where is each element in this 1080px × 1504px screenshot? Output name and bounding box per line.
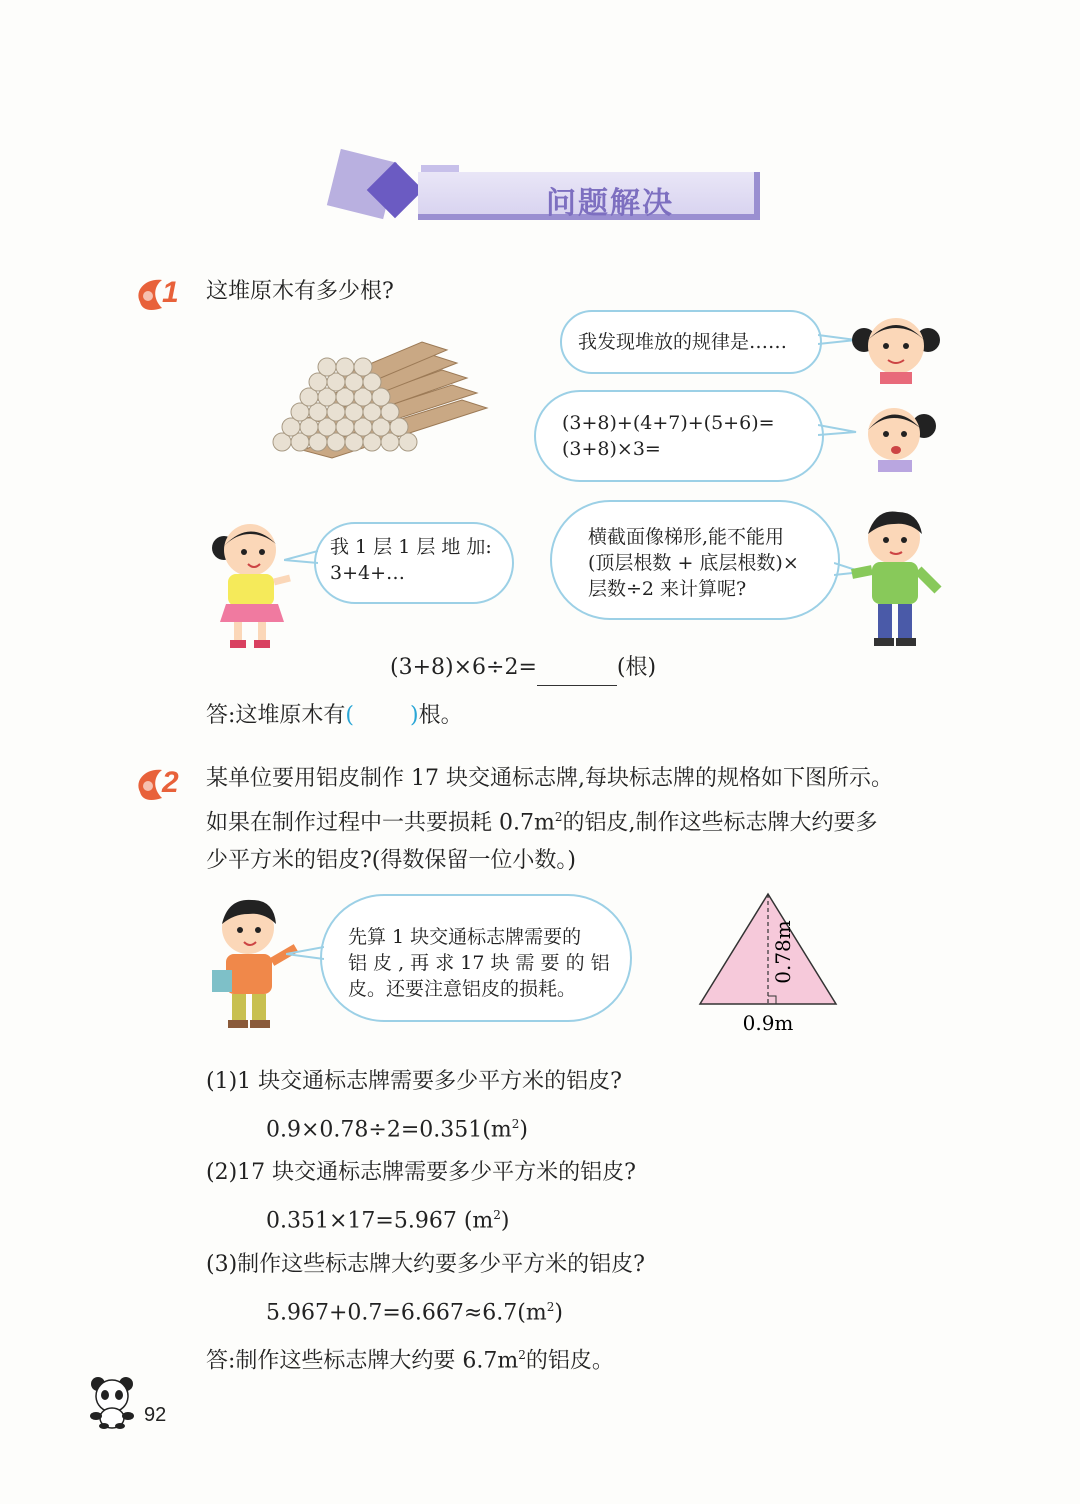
speech-bubble-girl-mid: (3+8)+(4+7)+(5+6)= (3+8)×3=: [534, 390, 824, 482]
equation-expression: (3+8)×6÷2=: [390, 655, 537, 680]
speech-bubble-girl-left: 我 1 层 1 层 地 加: 3+4+…: [314, 522, 514, 604]
step-3-question: (3)制作这些标志牌大约要多少平方米的铝皮?: [206, 1251, 645, 1277]
problem-2-text-line3: 少平方米的铝皮?(得数保留一位小数。): [206, 848, 576, 874]
problem-2-badge-icon: [132, 762, 192, 806]
triangle-sign-diagram: [690, 888, 850, 1038]
girl-face-illustration: [846, 304, 946, 384]
page-number: 92: [144, 1404, 167, 1426]
problem-1-question: 这堆原木有多少根?: [206, 279, 394, 304]
problem-2-text-line1: 某单位要用铝皮制作 17 块交通标志牌,每块标志牌的规格如下图所示。: [206, 766, 893, 791]
problem-1-answer: [206, 698, 463, 734]
problem-2-text: [206, 760, 966, 880]
answer-prefix: 答:这堆原木有: [206, 703, 346, 728]
boy-right-illustration: [846, 504, 946, 650]
equation-line: [390, 650, 656, 686]
speech-bubble-boy-right: 横截面像梯形,能不能用 (顶层根数 + 底层根数)× 层数÷2 来计算呢?: [550, 500, 840, 620]
step-2-question: (2)17 块交通标志牌需要多少平方米的铝皮?: [206, 1160, 636, 1186]
speech-bubble-girl-top: 我发现堆放的规律是……: [560, 310, 822, 374]
bubble-tail: [284, 548, 318, 568]
triangle-height-label: 0.78m: [771, 920, 795, 984]
answer-suffix: 根。: [418, 703, 463, 728]
log-pile-illustration: [262, 330, 492, 460]
step-2-answer: 0.351×17=5.967 $(m^2)$: [266, 1208, 510, 1234]
problem-1-badge-icon: [132, 272, 192, 316]
section-title: 问题解决: [546, 186, 674, 221]
answer-paren-close: ): [410, 703, 419, 728]
triangle-base-label: 0.9m: [742, 1011, 794, 1035]
problem-2-number: 2: [162, 766, 179, 799]
problem-2-text-line2: 如果在制作过程中一共要损耗 $0.7m^2$的铝皮,制作这些标志牌大约要多: [206, 810, 878, 836]
answer-paren-open: (: [345, 703, 355, 728]
girl-left-illustration: [204, 512, 300, 652]
bubble-tail: [286, 944, 324, 964]
equation-answer-blank[interactable]: [537, 663, 617, 686]
problem-2-answer: 答:制作这些标志牌大约要 $6.7m^2$的铝皮。: [206, 1347, 614, 1374]
step-1-answer: $0.9\times 0.78\div 2=0.351(m^2)$: [266, 1117, 528, 1143]
equation-unit: (根): [616, 655, 657, 680]
panda-icon: [86, 1374, 138, 1430]
problem-1-number: 1: [162, 276, 179, 309]
girl-face-illustration-2: [852, 396, 942, 476]
step-3-answer: $5.967+0.7=6.667\approx 6.7(m^2)$: [266, 1299, 563, 1325]
boy-book-illustration: [204, 892, 304, 1036]
step-1-question: (1)1 块交通标志牌需要多少平方米的铝皮?: [206, 1069, 622, 1094]
problem-2-steps: [206, 1060, 966, 1382]
speech-bubble-boy-hint: 先算 1 块交通标志牌需要的 铝 皮 , 再 求 17 块 需 要 的 铝 皮。还要注意铝皮的损耗。: [320, 894, 632, 1022]
